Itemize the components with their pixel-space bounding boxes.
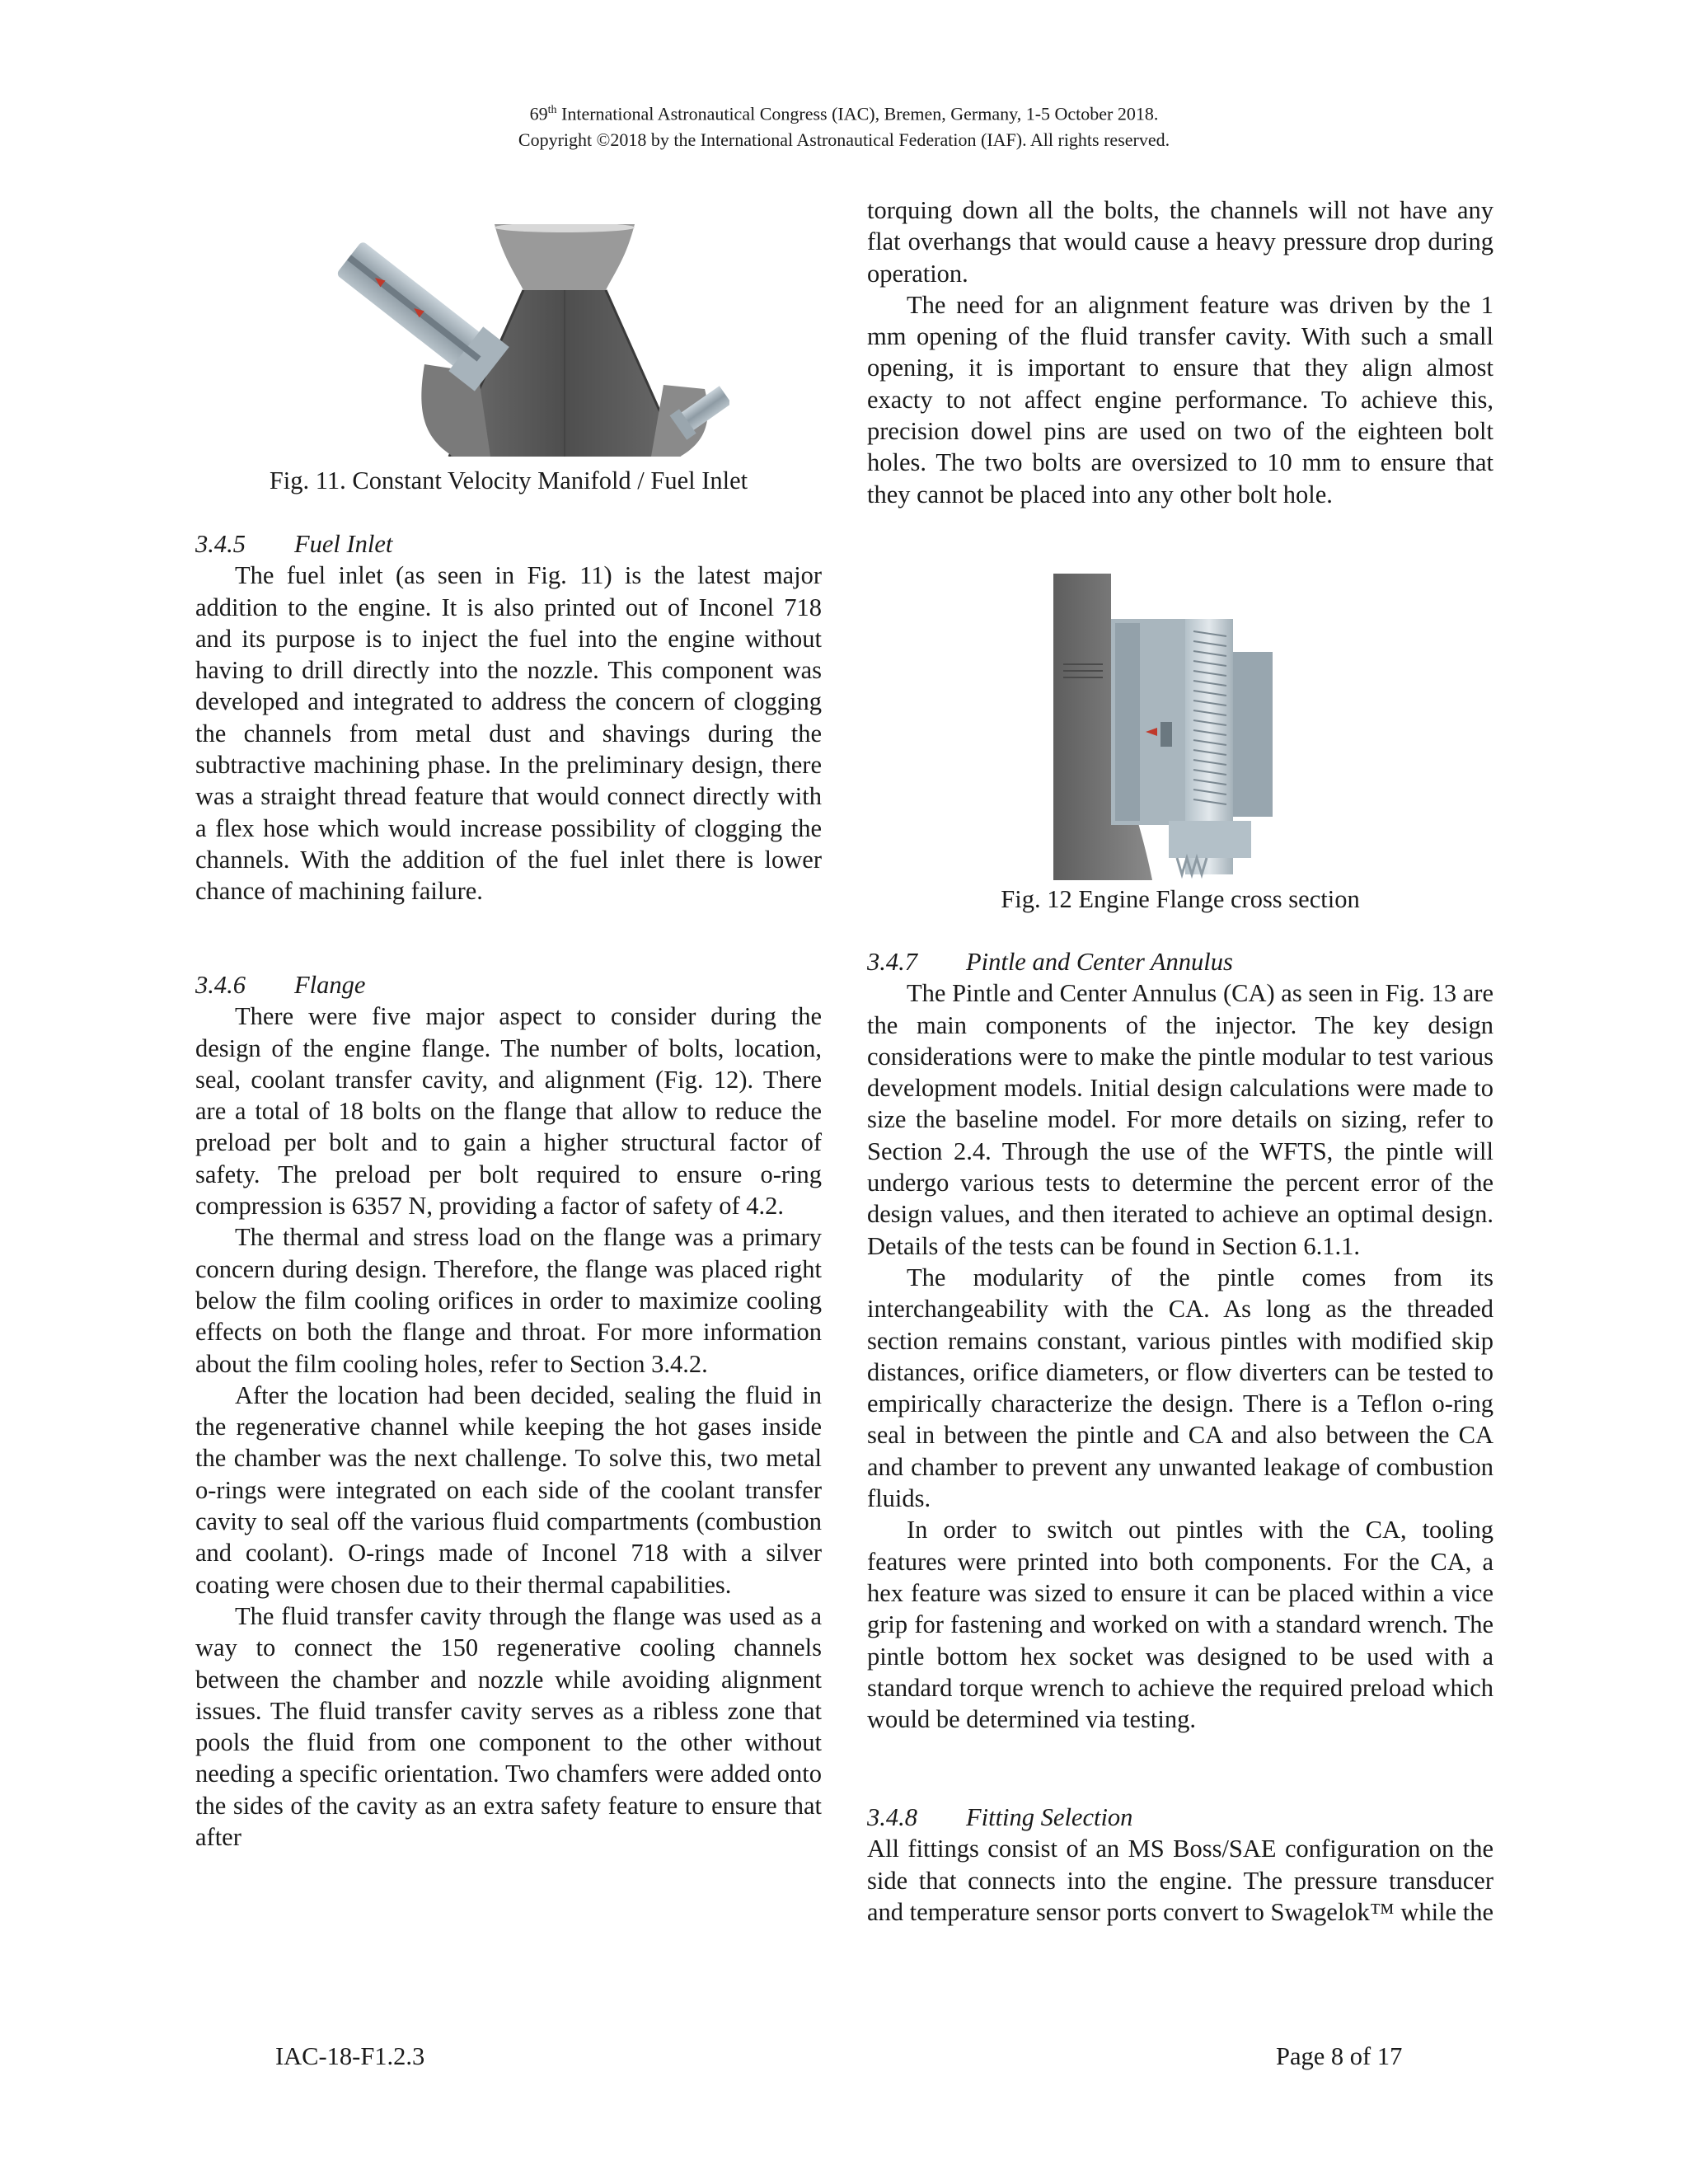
paper-id: IAC-18-F1.2.3 [275, 2042, 425, 2070]
section-3-4-6 [195, 969, 822, 1853]
paragraph: The modularity of the pintle comes from its interchangeability with the CA. As long as the threaded section remains constant, various pintles with modified skip distances, orifice diameters, or flow diverters can be tested to empirically characterize the design. There is a Teflon o-ring seal in between the pintle and CA and also between the CA and chamber to prevent any unwanted leakage of combustion fluids. [867, 1263, 1493, 1513]
section-heading: 3.4.5 Fuel Inlet [195, 530, 393, 558]
paragraph: All fittings consist of an MS Boss/SAE configuration on the side that connects into the engine. The pressure transducer and temperature sensor ports convert to Swagelok™ while the [867, 1835, 1493, 1926]
paragraph: The thermal and stress load on the flange was a primary concern during design. Therefore, the flange was placed right below the film cooling orifices in order to maximize cooling effects on both the flange and throat. For more information about the film cooling holes, refer to Section 3.4.2. [195, 1223, 822, 1378]
paragraph: The Pintle and Center Annulus (CA) as seen in Fig. 13 are the main components of the injector. The key design considerations were to make the pintle modular to test various development models. Initial design calculations were made to size the baseline model. For more details on sizing, refer to Section 2.4. Through the use of the WFTS, the pintle will undergo various tests to determine the percent error of the design values, and then iterated to achieve an optimal design. Details of the tests can be found in Section 6.1.1. [867, 979, 1493, 1260]
paragraph: After the location had been decided, sealing the fluid in the regenerative channel while keeping the hot gases inside the chamber was the next challenge. To solve this, two metal o-rings were integrated on each side of the coolant transfer cavity to seal off the various fluid compartments (combustion and coolant). O-rings made of Inconel 718 with a silver coating were chosen due to their thermal capabilities. [195, 1380, 822, 1599]
section-heading: 3.4.8 Fitting Selection [867, 1803, 1133, 1831]
fig11-caption: Fig. 11. Constant Velocity Manifold / Fuel Inlet [269, 466, 748, 494]
paragraph: The fuel inlet (as seen in Fig. 11) is the latest major addition to the engine. It is also printed out of Inconel 718 and its purpose is to inject the fuel into the engine without having to drill directly into the nozzle. This component was developed and integrated to address the concern of clogging the channels from metal dust and shavings during the subtractive machining phase. In the preliminary design, there was a straight thread feature that would connect directly with a flex hose which would increase possibility of clogging the channels. With the addition of the fuel inlet there is lower chance of machining failure. [195, 561, 822, 906]
paragraph: The need for an alignment feature was driven by the 1 mm opening of the fluid transfer cavity. With such a small opening, it is important to ensure that they align almost exacty to not affect engine performance. To achieve this, precision dowel pins are used on two of the eighteen bolt holes. The two bolts are oversized to 10 mm to ensure that they cannot be placed into any other bolt hole. [867, 290, 1493, 509]
page-number: Page 8 of 17 [1276, 2042, 1403, 2070]
section-3-4-8 [867, 1802, 1493, 1928]
paragraph: In order to switch out pintles with the CA, tooling features were printed into both components. For the CA, a hex feature was sized to ensure it can be placed within a vice grip for fastening and worked on with a standard wrench. The pintle bottom hex socket was designed to be used with a standard torque wrench to achieve the required preload which would be determined via testing. [867, 1516, 1493, 1734]
paragraph: torquing down all the bolts, the channels will not have any flat overhangs that would cause a heavy pressure drop during operation. [867, 196, 1493, 288]
section-heading: 3.4.7 Pintle and Center Annulus [867, 948, 1233, 976]
section-3-4-5 [195, 528, 822, 907]
copyright-line: Copyright ©2018 by the International Astronautical Federation (IAF). All rights reserved. [518, 129, 1170, 151]
flange-continued [867, 194, 1493, 510]
page-header [0, 97, 1688, 153]
fig12-caption: Fig. 12 Engine Flange cross section [1001, 885, 1360, 913]
fig12-flange-cross-section [1053, 574, 1287, 880]
section-heading: 3.4.6 Flange [195, 971, 366, 999]
fig11-manifold-render [317, 224, 729, 457]
congress-line: 69th International Astronautical Congress (IAC), Bremen, Germany, 1-5 October 2018. [529, 103, 1159, 124]
paragraph: The fluid transfer cavity through the flange was used as a way to connect the 150 regenerative cooling channels between the chamber and nozzle while avoiding alignment issues. The fluid transfer cavity serves as a ribless zone that pools the fluid from one component to the other without needing a specific orientation. Two chamfers were added onto the sides of the cavity as an extra safety feature to ensure that after [195, 1601, 822, 1852]
paragraph: There were five major aspect to consider during the design of the engine flange. The number of bolts, location, seal, coolant transfer cavity, and alignment (Fig. 12). There are a total of 18 bolts on the flange that allow to reduce the preload per bolt and to gain a higher structural factor of safety. The preload per bolt required to ensure o-ring compression is 6357 N, providing a factor of safety of 4.2. [195, 1002, 822, 1221]
section-3-4-7 [867, 946, 1493, 1735]
